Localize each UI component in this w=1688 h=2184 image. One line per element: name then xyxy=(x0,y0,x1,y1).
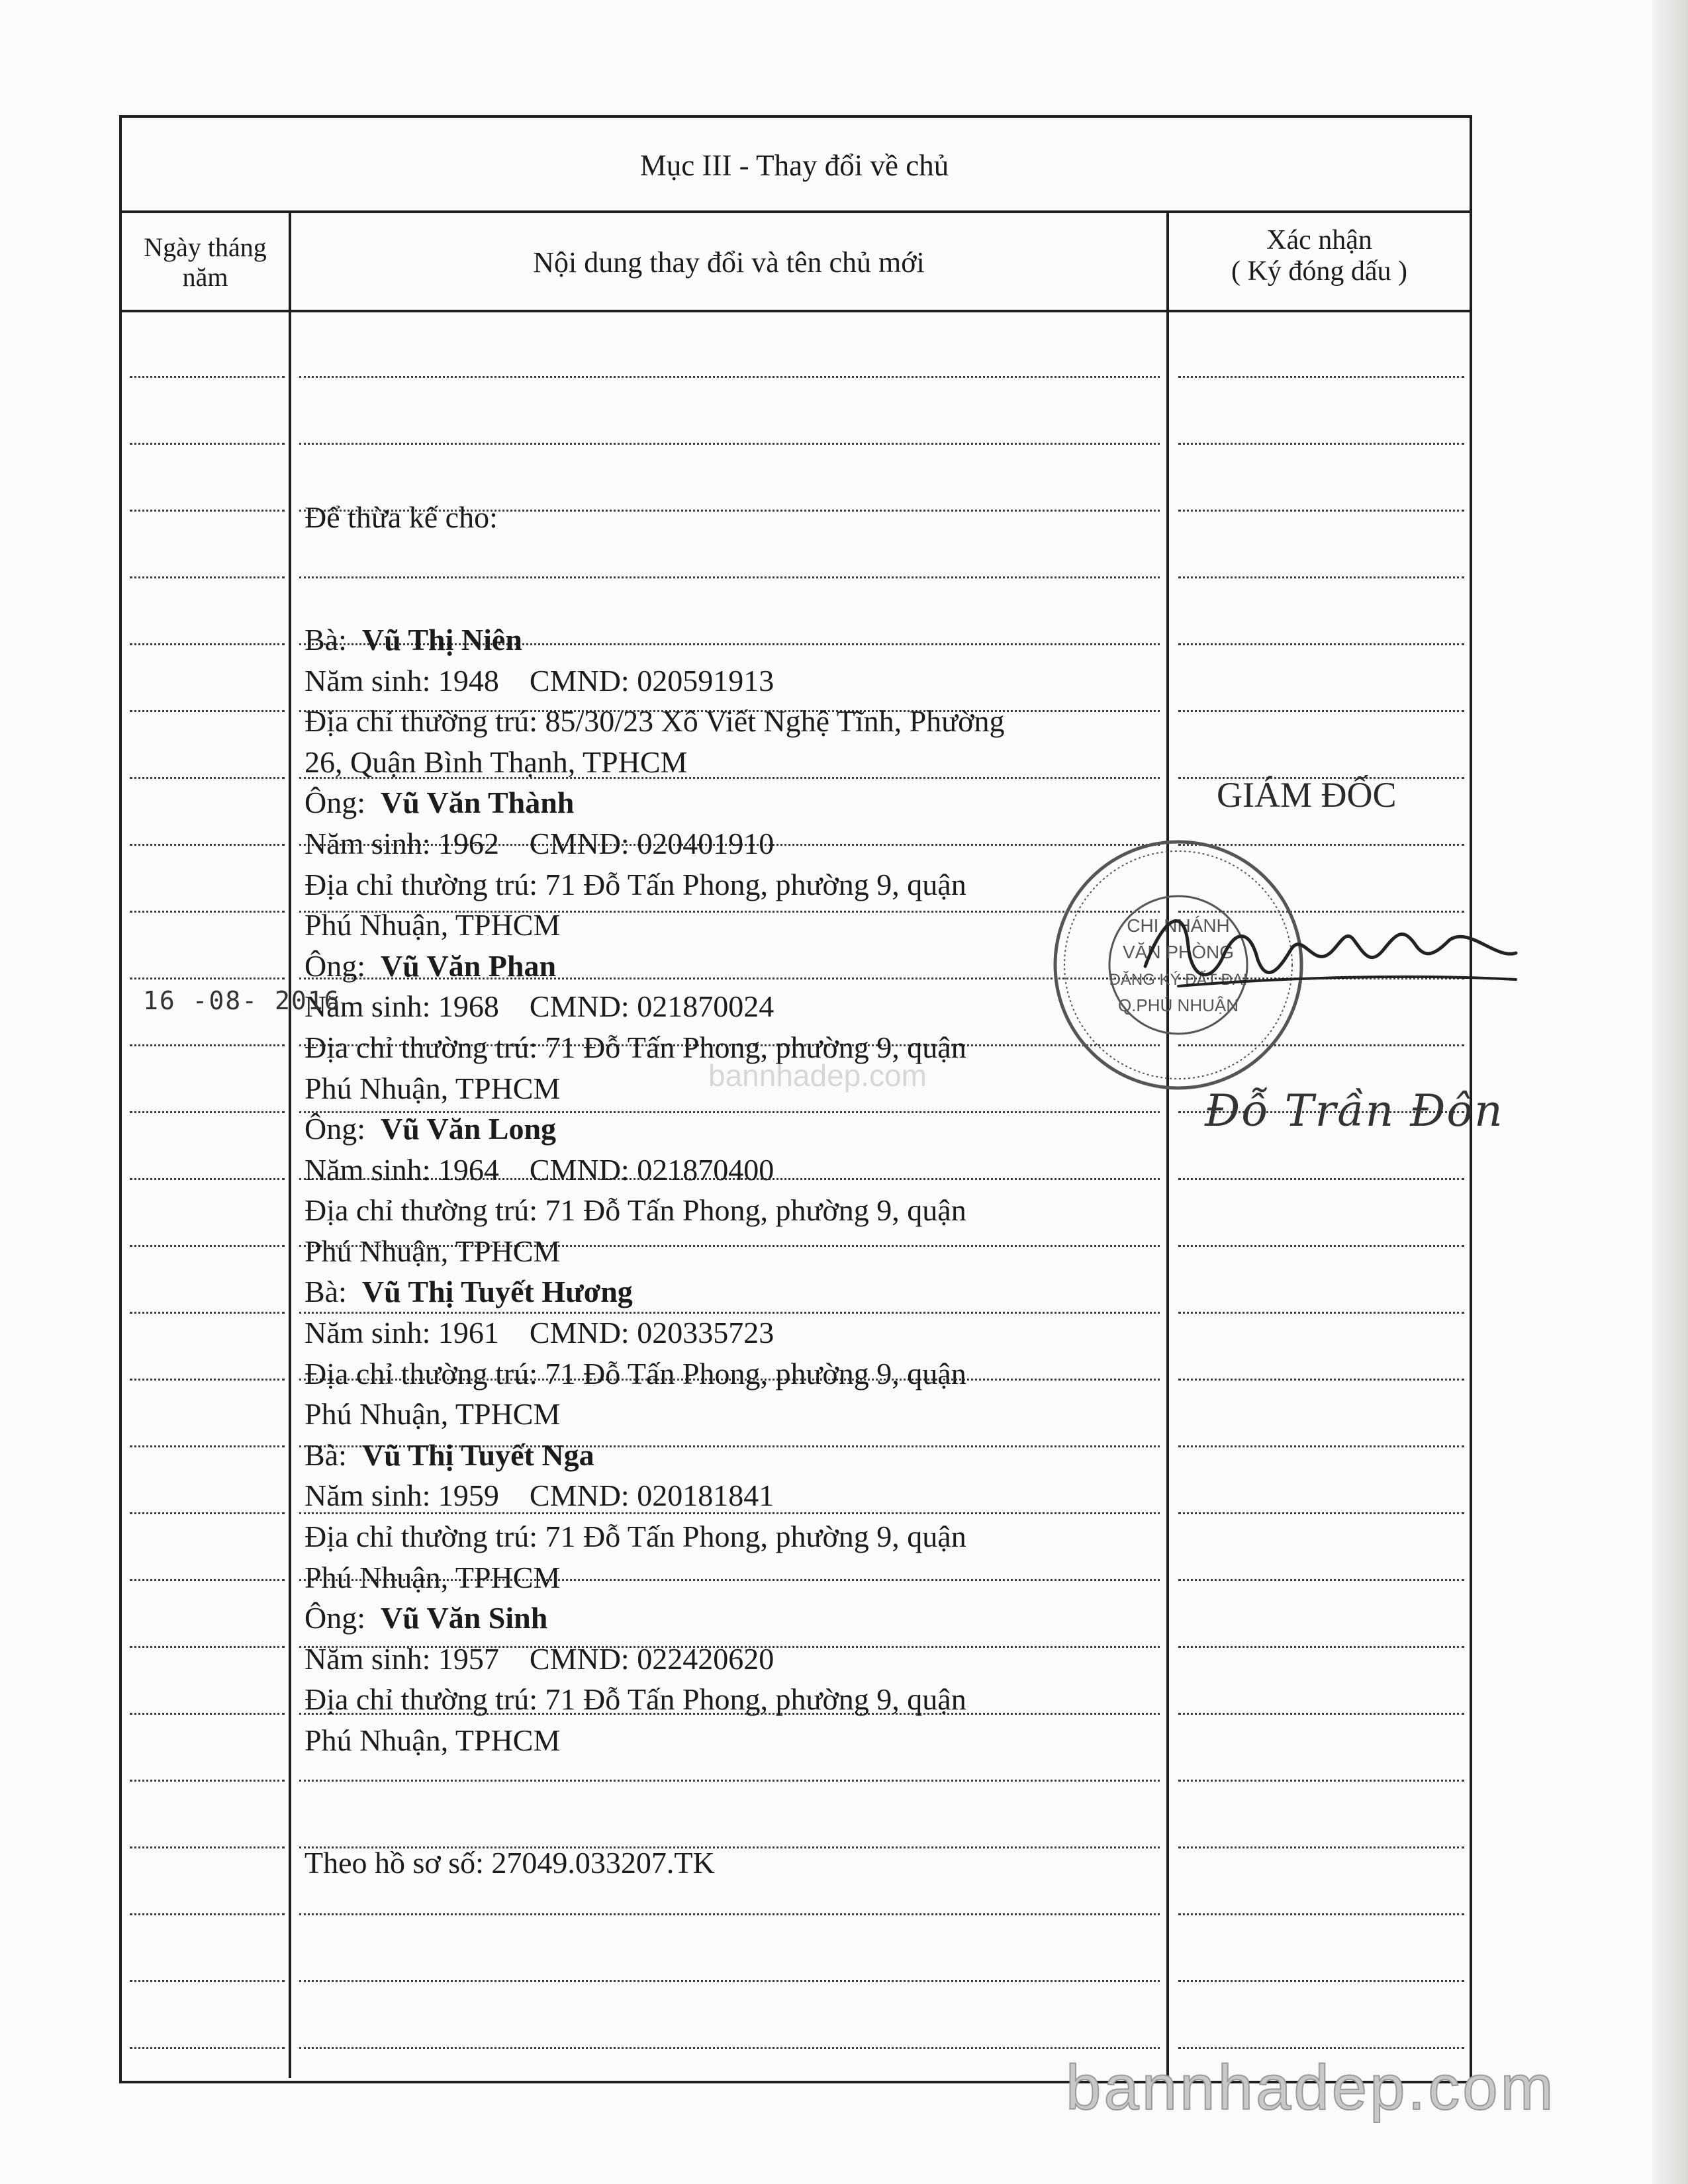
dotted-rule xyxy=(130,1913,285,1915)
heir-birth-year: Năm sinh: 1948 xyxy=(305,663,499,698)
heir-birth-id-line xyxy=(305,660,1165,702)
heir-id-number: CMND: 020335723 xyxy=(529,1316,774,1350)
heir-address-line-1: Địa chỉ thường trú: 71 Đỗ Tấn Phong, phường 9, quận xyxy=(305,1030,966,1064)
heir-birth-year: Năm sinh: 1957 xyxy=(305,1641,499,1676)
heir-birth-year: Năm sinh: 1962 xyxy=(305,826,499,860)
column-header-date-line1: Ngày tháng xyxy=(144,232,267,262)
dotted-rule xyxy=(1178,1713,1464,1715)
dotted-rule xyxy=(1178,643,1464,645)
heir-address-line-2: Phú Nhuận, TPHCM xyxy=(305,1723,561,1757)
heir-title-line xyxy=(305,782,1165,823)
dotted-rule xyxy=(130,1044,285,1046)
dotted-rule xyxy=(1178,376,1464,378)
watermark-bottom: bannhadep.com xyxy=(1066,2052,1556,2123)
dotted-rule xyxy=(130,1111,285,1113)
dotted-rule xyxy=(130,510,285,512)
dotted-rule xyxy=(1178,1512,1464,1514)
heir-title-line xyxy=(305,1109,1165,1150)
heir-name: Vũ Thị Tuyết Nga xyxy=(361,1437,594,1472)
heir-birth-id-line xyxy=(305,1639,1165,1680)
column-header-confirm-line2: ( Ký đóng dấu ) xyxy=(1231,256,1407,287)
dotted-rule xyxy=(130,443,285,445)
watermark-middle: bannhadep.com xyxy=(708,1058,927,1093)
file-reference: Theo hồ sơ số: 27049.033207.TK xyxy=(305,1845,715,1880)
heir-name: Vũ Thị Niên xyxy=(361,622,522,657)
dotted-rule xyxy=(130,777,285,779)
heir-birth-year: Năm sinh: 1964 xyxy=(305,1152,499,1187)
dotted-rule xyxy=(130,1646,285,1648)
heir-address-line-2: Phú Nhuận, TPHCM xyxy=(305,1560,561,1594)
heir-birth-id-line xyxy=(305,986,1165,1027)
heir-name: Vũ Văn Thành xyxy=(381,786,575,820)
dotted-rule xyxy=(130,1846,285,1848)
heir-id-number: CMND: 022420620 xyxy=(529,1641,774,1676)
heir-title: Ông: xyxy=(305,1601,365,1635)
heir-birth-id-line xyxy=(305,1312,1165,1353)
column-header-confirm xyxy=(1169,225,1470,287)
dotted-rule xyxy=(1178,576,1464,578)
dotted-rule xyxy=(1178,1780,1464,1782)
dotted-rule xyxy=(1178,1980,1464,1982)
dotted-rule xyxy=(130,576,285,578)
dotted-rule xyxy=(130,1980,285,1982)
seal-line-1: CHI NHÁNH xyxy=(1127,915,1230,936)
heir-title: Ông: xyxy=(305,1112,365,1146)
intro-line: Để thừa kế cho: xyxy=(305,500,498,535)
heir-birth-id-line xyxy=(305,823,1165,864)
dotted-rule xyxy=(130,1579,285,1581)
dotted-rule xyxy=(130,1245,285,1247)
heir-address-line-2: 26, Quận Bình Thạnh, TPHCM xyxy=(305,745,688,779)
scan-paper-edge xyxy=(1652,0,1688,2184)
column-divider-left xyxy=(289,210,291,2078)
heir-address-line-2: Phú Nhuận, TPHCM xyxy=(305,1234,561,1268)
heir-address-line-1: Địa chỉ thường trú: 71 Đỗ Tấn Phong, phường 9, quận xyxy=(305,1682,966,1717)
heir-name: Vũ Thị Tuyết Hương xyxy=(361,1275,633,1309)
heir-address-line-1: Địa chỉ thường trú: 71 Đỗ Tấn Phong, phường 9, quận xyxy=(305,1520,966,1554)
dotted-rule xyxy=(1178,710,1464,712)
heir-title: Ông: xyxy=(305,948,365,983)
section-title: Mục III - Thay đổi về chủ xyxy=(639,149,949,182)
signer-name: Đỗ Trần Đôn xyxy=(1205,1085,1504,1136)
heir-birth-year: Năm sinh: 1959 xyxy=(305,1479,499,1513)
heir-title: Bà: xyxy=(305,622,347,657)
dotted-rule xyxy=(130,978,285,979)
seal-line-4: Q.PHÚ NHUẬN xyxy=(1117,995,1239,1015)
dotted-rule xyxy=(1178,1579,1464,1581)
heir-address-line-2: Phú Nhuận, TPHCM xyxy=(305,1071,561,1105)
dotted-rule xyxy=(130,1512,285,1514)
heir-name: Vũ Văn Sinh xyxy=(381,1601,548,1635)
heir-title-line xyxy=(305,1598,1165,1639)
dotted-rule xyxy=(130,1312,285,1314)
dotted-rule xyxy=(1178,1312,1464,1314)
dotted-rule xyxy=(130,2047,285,2049)
heir-address-line-2: Phú Nhuận, TPHCM xyxy=(305,908,561,942)
dotted-rule xyxy=(130,1445,285,1447)
heir-title: Bà: xyxy=(305,1437,347,1472)
heir-id-number: CMND: 020591913 xyxy=(529,663,774,698)
seal-line-2: VĂN PHÒNG xyxy=(1122,942,1235,962)
dotted-rule xyxy=(130,911,285,913)
heir-address-line-2: Phú Nhuận, TPHCM xyxy=(305,1397,561,1432)
column-header-confirm-line1: Xác nhận xyxy=(1266,225,1372,255)
dotted-rule xyxy=(130,643,285,645)
dotted-rule xyxy=(299,2047,1160,2049)
heir-id-number: CMND: 020401910 xyxy=(529,826,774,860)
heir-birth-year: Năm sinh: 1961 xyxy=(305,1316,499,1350)
heir-address-line-1: Địa chỉ thường trú: 85/30/23 Xô Viết Nghệ Tĩnh, Phường xyxy=(305,704,1005,739)
heir-name: Vũ Văn Phan xyxy=(381,948,557,983)
column-header-date xyxy=(122,233,289,293)
heir-address-line-1: Địa chỉ thường trú: 71 Đỗ Tấn Phong, phường 9, quận xyxy=(305,867,966,901)
dotted-rule xyxy=(130,1379,285,1381)
heir-birth-year: Năm sinh: 1968 xyxy=(305,989,499,1024)
dotted-rule xyxy=(130,1178,285,1180)
inheritance-content xyxy=(305,416,1165,1924)
heir-birth-id-line xyxy=(305,1475,1165,1516)
heir-address-line-1: Địa chỉ thường trú: 71 Đỗ Tấn Phong, phường 9, quận xyxy=(305,1356,966,1390)
dotted-rule xyxy=(130,844,285,846)
dotted-rule xyxy=(130,710,285,712)
dotted-rule xyxy=(1178,1379,1464,1381)
heir-title-line xyxy=(305,1435,1165,1476)
dotted-rule xyxy=(299,376,1160,378)
heir-address-line-1: Địa chỉ thường trú: 71 Đỗ Tấn Phong, phường 9, quận xyxy=(305,1193,966,1228)
seal-line-3: ĐĂNG KÝ ĐẤT ĐAI xyxy=(1109,971,1248,989)
dotted-rule xyxy=(130,1713,285,1715)
dotted-rule xyxy=(1178,1445,1464,1447)
column-header-content: Nội dung thay đổi và tên chủ mới xyxy=(533,246,925,279)
date-stamp: 16 -08- 2016 xyxy=(143,986,341,1015)
dotted-rule xyxy=(299,1980,1160,1982)
dotted-rule xyxy=(130,376,285,378)
director-signature xyxy=(1122,887,1523,1019)
dotted-rule xyxy=(130,1780,285,1782)
director-title: GIÁM ĐỐC xyxy=(1217,775,1397,815)
heir-title-line xyxy=(305,946,1165,987)
heir-title: Ông: xyxy=(305,786,365,820)
heir-list xyxy=(305,619,1165,1761)
dotted-rule xyxy=(1178,1178,1464,1180)
heir-birth-id-line xyxy=(305,1150,1165,1191)
heir-title-line xyxy=(305,619,1165,660)
dotted-rule xyxy=(1178,1646,1464,1648)
heir-id-number: CMND: 020181841 xyxy=(529,1479,774,1513)
dotted-rule xyxy=(1178,2047,1464,2049)
dotted-rule xyxy=(1178,510,1464,512)
dotted-rule xyxy=(1178,443,1464,445)
column-header-date-line2: năm xyxy=(182,261,228,292)
heir-title: Bà: xyxy=(305,1275,347,1309)
dotted-rule xyxy=(1178,1245,1464,1247)
dotted-rule xyxy=(1178,1846,1464,1848)
dotted-rule xyxy=(1178,1913,1464,1915)
heir-id-number: CMND: 021870024 xyxy=(529,989,774,1024)
heir-id-number: CMND: 021870400 xyxy=(529,1152,774,1187)
title-divider xyxy=(119,210,1470,213)
header-divider xyxy=(119,310,1470,312)
column-divider-right xyxy=(1166,210,1169,2078)
heir-title-line xyxy=(305,1271,1165,1312)
heir-name: Vũ Văn Long xyxy=(381,1112,557,1146)
